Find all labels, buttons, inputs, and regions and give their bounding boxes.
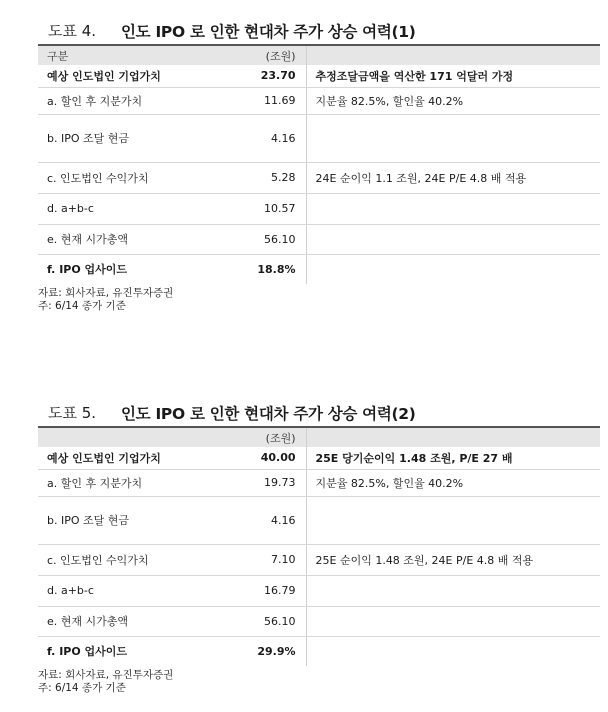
header-row <box>38 46 600 65</box>
table-row <box>38 87 600 114</box>
row-note: 지분율 82.5%, 할인율 40.2% <box>306 87 600 114</box>
row-value: 5.28 <box>196 162 306 193</box>
row-note <box>306 114 600 162</box>
row-name: c. 인도법인 수익가치 <box>38 162 196 193</box>
row-value: 11.69 <box>196 87 306 114</box>
footnote-text: 주: 6/14 종가 기준 <box>38 682 126 694</box>
row-name: f. IPO 업사이드 <box>47 645 128 659</box>
table-row <box>38 193 600 224</box>
header-row <box>38 428 600 447</box>
header-col3 <box>306 46 600 65</box>
row-note <box>306 575 600 606</box>
header-col3 <box>306 428 600 447</box>
row-name: e. 현재 시가총액 <box>38 606 196 636</box>
header-col2: (조원) <box>196 428 306 447</box>
table-row <box>38 65 600 87</box>
row-note <box>306 254 600 284</box>
row-name: 예상 인도법인 기업가치 <box>38 447 196 469</box>
table-row <box>38 114 600 162</box>
table-row <box>38 469 600 496</box>
row-name: e. 현재 시가총액 <box>38 224 196 254</box>
table-row <box>38 162 600 193</box>
row-note <box>306 636 600 666</box>
row-value: 10.57 <box>196 193 306 224</box>
row-name: 예상 인도법인 기업가치 <box>38 65 196 87</box>
header-col2: (조원) <box>196 46 306 65</box>
table-row <box>38 544 600 575</box>
data-table <box>38 428 600 666</box>
row-note <box>306 496 600 544</box>
table-row <box>38 496 600 544</box>
row-value: 19.73 <box>196 469 306 496</box>
row-name: d. a+b-c <box>38 193 196 224</box>
row-note <box>306 224 600 254</box>
source-note <box>38 287 600 313</box>
table-heading <box>38 20 600 44</box>
row-value: 40.00 <box>196 447 306 469</box>
row-value: 7.10 <box>196 544 306 575</box>
table-row <box>38 575 600 606</box>
row-note <box>306 193 600 224</box>
figure-title: 인도 IPO 로 인한 현대차 주가 상승 여력(2) <box>121 405 416 423</box>
header-col1 <box>38 428 196 447</box>
row-note: 지분율 82.5%, 할인율 40.2% <box>306 469 600 496</box>
row-note: 추정조달금액을 역산한 171 억달러 가정 <box>306 65 600 87</box>
row-name: a. 할인 후 지분가치 <box>38 469 196 496</box>
row-name: f. IPO 업사이드 <box>47 263 128 277</box>
row-value: 4.16 <box>196 496 306 544</box>
row-note: 24E 순이익 1.1 조원, 24E P/E 4.8 배 적용 <box>306 162 600 193</box>
row-note: 25E 당기순이익 1.48 조원, P/E 27 배 <box>306 447 600 469</box>
figure-title: 인도 IPO 로 인한 현대차 주가 상승 여력(1) <box>121 23 416 41</box>
table-row <box>38 447 600 469</box>
row-name: b. IPO 조달 현금 <box>38 114 196 162</box>
table-row <box>38 224 600 254</box>
table-row <box>38 606 600 636</box>
row-name: a. 할인 후 지분가치 <box>38 87 196 114</box>
row-value: 4.16 <box>196 114 306 162</box>
figure-label: 도표 4. <box>48 22 97 40</box>
row-value: 18.8% <box>196 254 306 284</box>
row-note: 25E 순이익 1.48 조원, 24E P/E 4.8 배 적용 <box>306 544 600 575</box>
data-table <box>38 46 600 284</box>
source-text: 자료: 회사자료, 유진투자증권 <box>38 287 174 299</box>
row-name: d. a+b-c <box>38 575 196 606</box>
footnote-text: 주: 6/14 종가 기준 <box>38 300 126 312</box>
row-value: 29.9% <box>196 636 306 666</box>
table-block-2 <box>38 402 600 695</box>
figure-label: 도표 5. <box>48 404 97 422</box>
row-value: 56.10 <box>196 606 306 636</box>
table-block-1 <box>38 20 600 313</box>
row-value: 23.70 <box>196 65 306 87</box>
table-row <box>38 636 600 666</box>
header-col1: 구분 <box>38 46 196 65</box>
row-name: c. 인도법인 수익가치 <box>38 544 196 575</box>
row-value: 56.10 <box>196 224 306 254</box>
source-note <box>38 669 600 695</box>
table-heading <box>38 402 600 426</box>
table-row <box>38 254 600 284</box>
source-text: 자료: 회사자료, 유진투자증권 <box>38 669 174 681</box>
row-name: b. IPO 조달 현금 <box>38 496 196 544</box>
row-note <box>306 606 600 636</box>
row-value: 16.79 <box>196 575 306 606</box>
